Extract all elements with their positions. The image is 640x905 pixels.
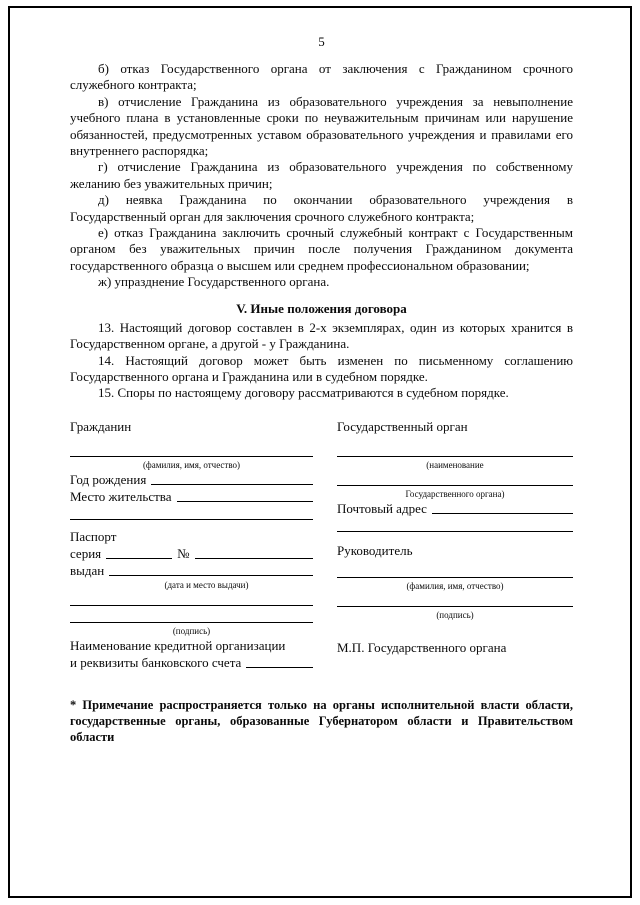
blank-line xyxy=(106,545,172,559)
blank-line xyxy=(432,500,573,514)
blank-line xyxy=(337,442,573,457)
blank-line xyxy=(70,608,313,623)
field-bank-details xyxy=(70,654,313,671)
document-page xyxy=(70,34,573,745)
blank-line xyxy=(246,654,313,668)
state-organ-heading: Государственный орган xyxy=(337,418,468,434)
field-label: и реквизиты банковского счета xyxy=(70,654,242,670)
field-label: Почтовый адрес xyxy=(337,500,427,516)
footnote: * Примечание распространяется только на органы исполнительной власти области, государственные органы, образованные Губернатором области и Правительством области xyxy=(70,697,573,744)
paragraph-b: б) отказ Государственного органа от заключения с Гражданином срочного служебного контракта; xyxy=(70,61,573,93)
seal-label: М.П. Государственного органа xyxy=(337,639,507,655)
blank-line xyxy=(177,488,313,502)
clause-14: 14. Настоящий договор может быть изменен по письменному соглашению Государственного органа и Гражданина или в судебном порядке. xyxy=(70,352,573,384)
paragraph-g: г) отчисление Гражданина из образовательного учреждения по собственному желанию без уважительных причин; xyxy=(70,159,573,191)
citizen-column xyxy=(70,418,313,671)
blank-line xyxy=(195,545,313,559)
caption-issue-place: (дата и место выдачи) xyxy=(164,579,249,590)
caption-name-1: (наименование xyxy=(426,459,484,470)
paragraph-d: д) неявка Гражданина по окончании образовательного учреждения в Государственный орган для заключения срочного служебного контракта; xyxy=(70,192,573,224)
clause-15: 15. Споры по настоящему договору рассматриваются в судебном порядке. xyxy=(98,385,509,401)
caption-fio: (фамилия, имя, отчество) xyxy=(142,459,241,470)
field-label: выдан xyxy=(70,562,105,578)
blank-line xyxy=(337,517,573,532)
blank-line xyxy=(337,471,573,486)
blank-line xyxy=(70,442,313,457)
field-label: Место жительства xyxy=(70,488,172,504)
head-label: Руководитель xyxy=(337,542,413,558)
blank-line xyxy=(109,562,313,576)
field-residence xyxy=(70,488,313,505)
blank-line xyxy=(151,471,313,485)
caption-signature: (подпись) xyxy=(436,609,474,620)
field-passport-issued xyxy=(70,562,313,579)
blank-line xyxy=(70,591,313,606)
blank-line xyxy=(70,505,313,520)
state-organ-column xyxy=(337,418,573,671)
blank-line xyxy=(337,563,573,578)
page-number: 5 xyxy=(318,34,325,49)
section-heading: V. Иные положения договора xyxy=(236,300,407,316)
field-passport-series xyxy=(70,545,313,562)
citizen-heading: Гражданин xyxy=(70,418,132,434)
field-birth-year xyxy=(70,471,313,488)
bank-label-line1: Наименование кредитной организации xyxy=(70,637,286,653)
paragraph-zh: ж) упразднение Государственного органа. xyxy=(98,274,330,290)
field-label: № xyxy=(177,545,190,561)
caption-fio: (фамилия, имя, отчество) xyxy=(406,580,504,591)
caption-signature: (подпись) xyxy=(172,625,211,636)
paragraph-v: в) отчисление Гражданина из образовательного учреждения за невыполнение учебного плана в установленные сроки по неуважительным причинам или нарушение обязанностей, предусмотренных уставом образовательного учреждения и правилами его внутреннего распорядка; xyxy=(70,93,573,159)
clause-13: 13. Настоящий договор составлен в 2-х экземплярах, один из которых хранится в Государственном органе, а другой - у Гражданина. xyxy=(70,319,573,352)
field-label: Год рождения xyxy=(70,471,147,487)
signature-form xyxy=(70,418,573,671)
passport-label: Паспорт xyxy=(70,528,117,544)
field-label: серия xyxy=(70,545,102,561)
paragraph-e: е) отказ Гражданина заключить срочный служебный контракт с Государственным органом без уважительных причин после получения Гражданином документа государственного образца о высшем или среднем профессиональном образовании; xyxy=(70,225,573,273)
caption-name-2: Государственного органа) xyxy=(405,488,505,499)
blank-line xyxy=(337,592,573,607)
field-postal-address xyxy=(337,500,573,517)
